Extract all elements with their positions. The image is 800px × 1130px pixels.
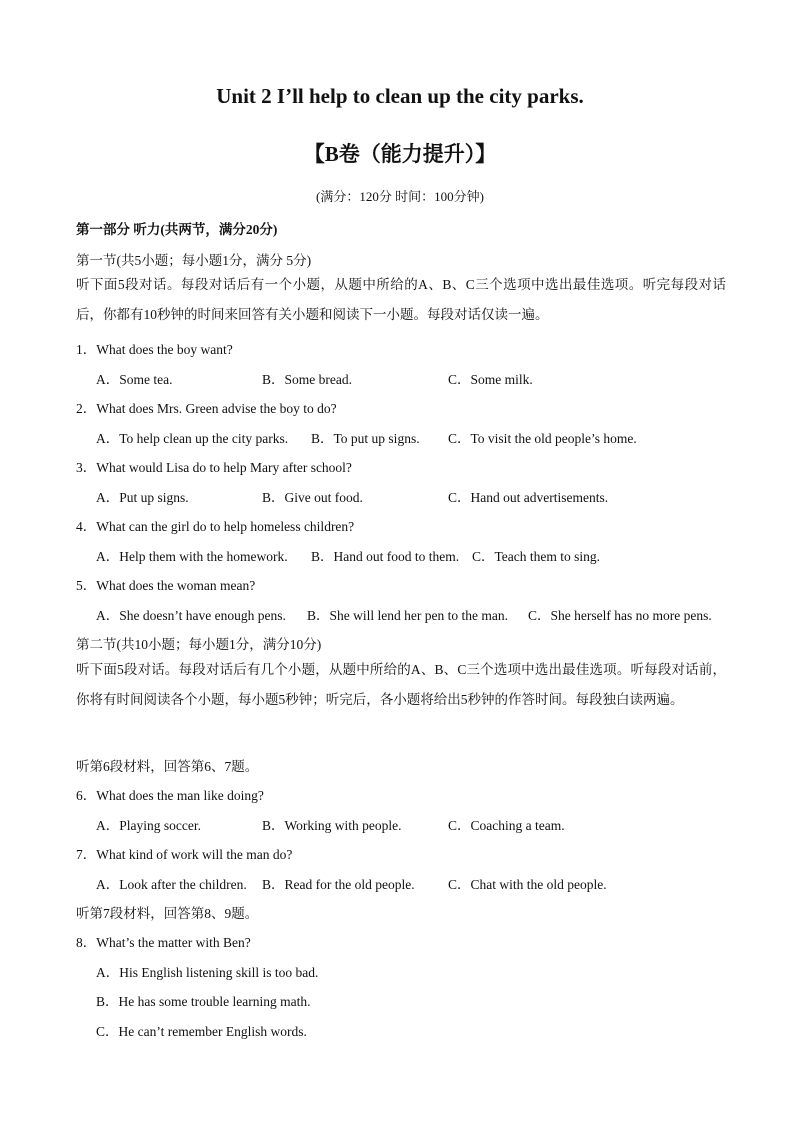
option-b: B．To put up signs. [311,431,420,446]
option-c: C．Teach them to sing. [472,549,601,564]
section2-instructions: 听下面5段对话。每段对话后有几个小题，从题中所给的A、B、C三个选项中选出最佳选项。听每段对话前，你将有时间阅读各个小题，每小题5秒钟；听完后，各小题将给出5秒钟的作答时间。每段独白读两遍。 [76,662,726,707]
option-a: A．Look after the children. [96,877,247,892]
option-c: C．Chat with the old people. [448,877,607,892]
option-a: A．His English listening skill is too bad. [96,965,319,980]
option-c: C．To visit the old people’s home. [448,431,637,446]
material-7-note: 听第7段材料，回答第8、9题。 [76,906,259,921]
question-stem: 1．What does the boy want? [76,342,233,357]
option-c: C．Coaching a team. [448,818,565,833]
option-c: C．She herself has no more pens. [528,608,712,623]
option-a: A．Put up signs. [96,490,189,505]
question-stem: 7．What kind of work will the man do? [76,847,293,862]
option-b: B．Hand out food to them. [311,549,460,564]
section1-heading: 第一节(共5小题；每小题1分，满分 5分) [76,253,312,268]
question-stem: 2．What does Mrs. Green advise the boy to do? [76,401,337,416]
part1-heading: 第一部分 听力(共两节，满分20分) [76,222,278,237]
option-b: B．Some bread. [262,372,352,387]
section2-heading: 第二节(共10小题；每小题1分，满分10分) [76,637,322,652]
option-b: B．Give out food. [262,490,363,505]
material-6-note: 听第6段材料，回答第6、7题。 [76,759,259,774]
question-stem: 8．What’s the matter with Ben? [76,935,251,950]
question-stem: 4．What can the girl do to help homeless children? [76,519,355,534]
option-c: C．He can’t remember English words. [96,1024,307,1039]
option-a: A．Playing soccer. [96,818,201,833]
option-a: A．She doesn’t have enough pens. [96,608,286,623]
option-b: B．He has some trouble learning math. [96,994,311,1009]
score-time-info: (满分：120分 时间：100分钟) [316,189,484,204]
paper-subtitle: 【B卷（能力提升）】 [303,142,497,166]
option-a: A．Some tea. [96,372,173,387]
option-a: A．Help them with the homework. [96,549,288,564]
question-stem: 6．What does the man like doing? [76,788,264,803]
option-b: B．She will lend her pen to the man. [307,608,508,623]
option-c: C．Hand out advertisements. [448,490,609,505]
option-b: B．Read for the old people. [262,877,415,892]
question-stem: 5．What does the woman mean? [76,578,256,593]
section1-instructions: 听下面5段对话。每段对话后有一个小题，从题中所给的A、B、C三个选项中选出最佳选项。听完每段对话后，你都有10秒钟的时间来回答有关小题和阅读下一小题。每段对话仅读一遍。 [76,277,726,322]
option-a: A．To help clean up the city parks. [96,431,289,446]
option-b: B．Working with people. [262,818,402,833]
question-stem: 3．What would Lisa do to help Mary after school? [76,460,352,475]
page-title: Unit 2 I’ll help to clean up the city parks. [216,84,584,108]
option-c: C．Some milk. [448,372,533,387]
